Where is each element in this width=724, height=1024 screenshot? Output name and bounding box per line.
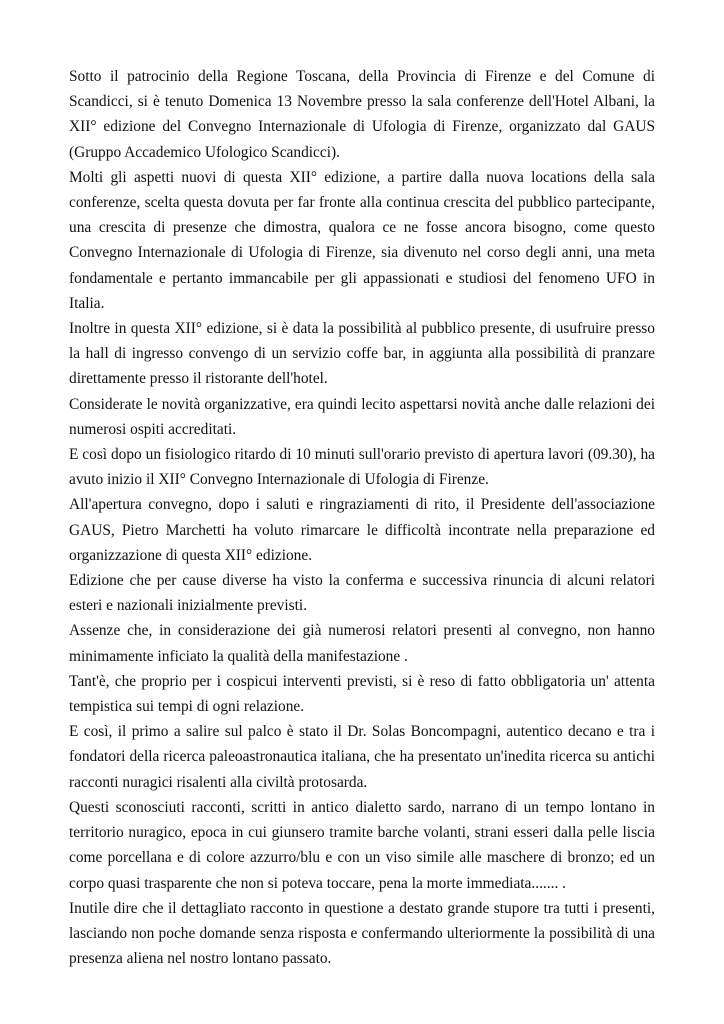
paragraph-inizio-convegno: E così dopo un fisiologico ritardo di 10 minuti sull'orario previsto di apertura lavori (09.30), ha avuto inizio il XII° Convegno Internazionale di Ufologia di Firenze.: [69, 446, 655, 489]
paragraph-patrocinio: Sotto il patrocinio della Regione Toscana, della Provincia di Firenze e del Comune di Scandicci, si è tenuto Domenica 13 Novembre presso la sala conferenze dell'Hotel Albani, la XII° edizione del Convegno Internazionale di Ufologia di Firenze, organizzato dal GAUS (Gruppo Accademico Ufologico Scandicci).: [69, 68, 655, 161]
paragraph-assenze: Assenze che, in considerazione dei già numerosi relatori presenti al convegno, non hanno minimamente inficiato la qualità della manifestazione .: [69, 622, 655, 665]
paragraph-racconti-nuragici: Questi sconosciuti racconti, scritti in antico dialetto sardo, narrano di un tempo lontano in territorio nuragico, epoca in cui giunsero tramite barche volanti, strani esseri dalla pelle liscia come porcellana e di colore azzurro/blu e con un viso simile alle maschere di bronzo; ed un corpo quasi trasparente che non si poteva toccare, pena la morte immediata....... .: [69, 798, 655, 892]
paragraph-aspetti-nuovi: Molti gli aspetti nuovi di questa XII° edizione, a partire dalla nuova locations della sala conferenze, scelta questa dovuta per far fronte alla continua crescita del pubblico partecipante, una crescita di presenze che dimostra, qualora ce ne fosse ancora bisogno, come questo Convegno Internazionale di Ufologia di Firenze, sia divenuto nel corso degli anni, una meta fondamentale e pertanto immancabile per gli appassionati e studiosi del fenomeno UFO in Italia.: [69, 168, 655, 312]
paragraph-boncompagni: E così, il primo a salire sul palco è stato il Dr. Solas Boncompagni, autentico decano e tra i fondatori della ricerca paleoastronautica italiana, che ha presentato un'inedita ricerca su antichi racconti nuragici risalenti alla civiltà protosarda.: [69, 723, 655, 791]
paragraph-novita-organizzative: Considerate le novità organizzative, era quindi lecito aspettarsi novità anche dalle relazioni dei numerosi ospiti accreditati.: [69, 395, 655, 438]
document-body: [69, 64, 655, 971]
paragraph-coffee-bar: Inoltre in questa XII° edizione, si è data la possibilità al pubblico presente, di usufruire presso la hall di ingresso convengo di un servizio coffe bar, in aggiunta alla possibilità di pranzare direttamente presso il ristorante dell'hotel.: [69, 320, 655, 388]
paragraph-tempistica: Tant'è, che proprio per i cospicui interventi previsti, si è reso di fatto obbligatoria un' attenta tempistica sui tempi di ogni relazione.: [69, 672, 655, 716]
paragraph-conclusione: Inutile dire che il dettagliato racconto in questione a destato grande stupore tra tutti i presenti, lasciando non poche domande senza risposta e confermando ulteriormente la possibilità di una presenza aliena nel nostro lontano passato.: [69, 899, 655, 968]
paragraph-rinunce: Edizione che per cause diverse ha visto la conferma e successiva rinuncia di alcuni relatori esteri e nazionali inizialmente previsti.: [69, 572, 655, 615]
paragraph-apertura: All'apertura convegno, dopo i saluti e ringraziamenti di rito, il Presidente dell'associazione GAUS, Pietro Marchetti ha voluto rimarcare le difficoltà incontrate nella preparazione ed organizzazione di questa XII° edizione.: [69, 496, 655, 564]
